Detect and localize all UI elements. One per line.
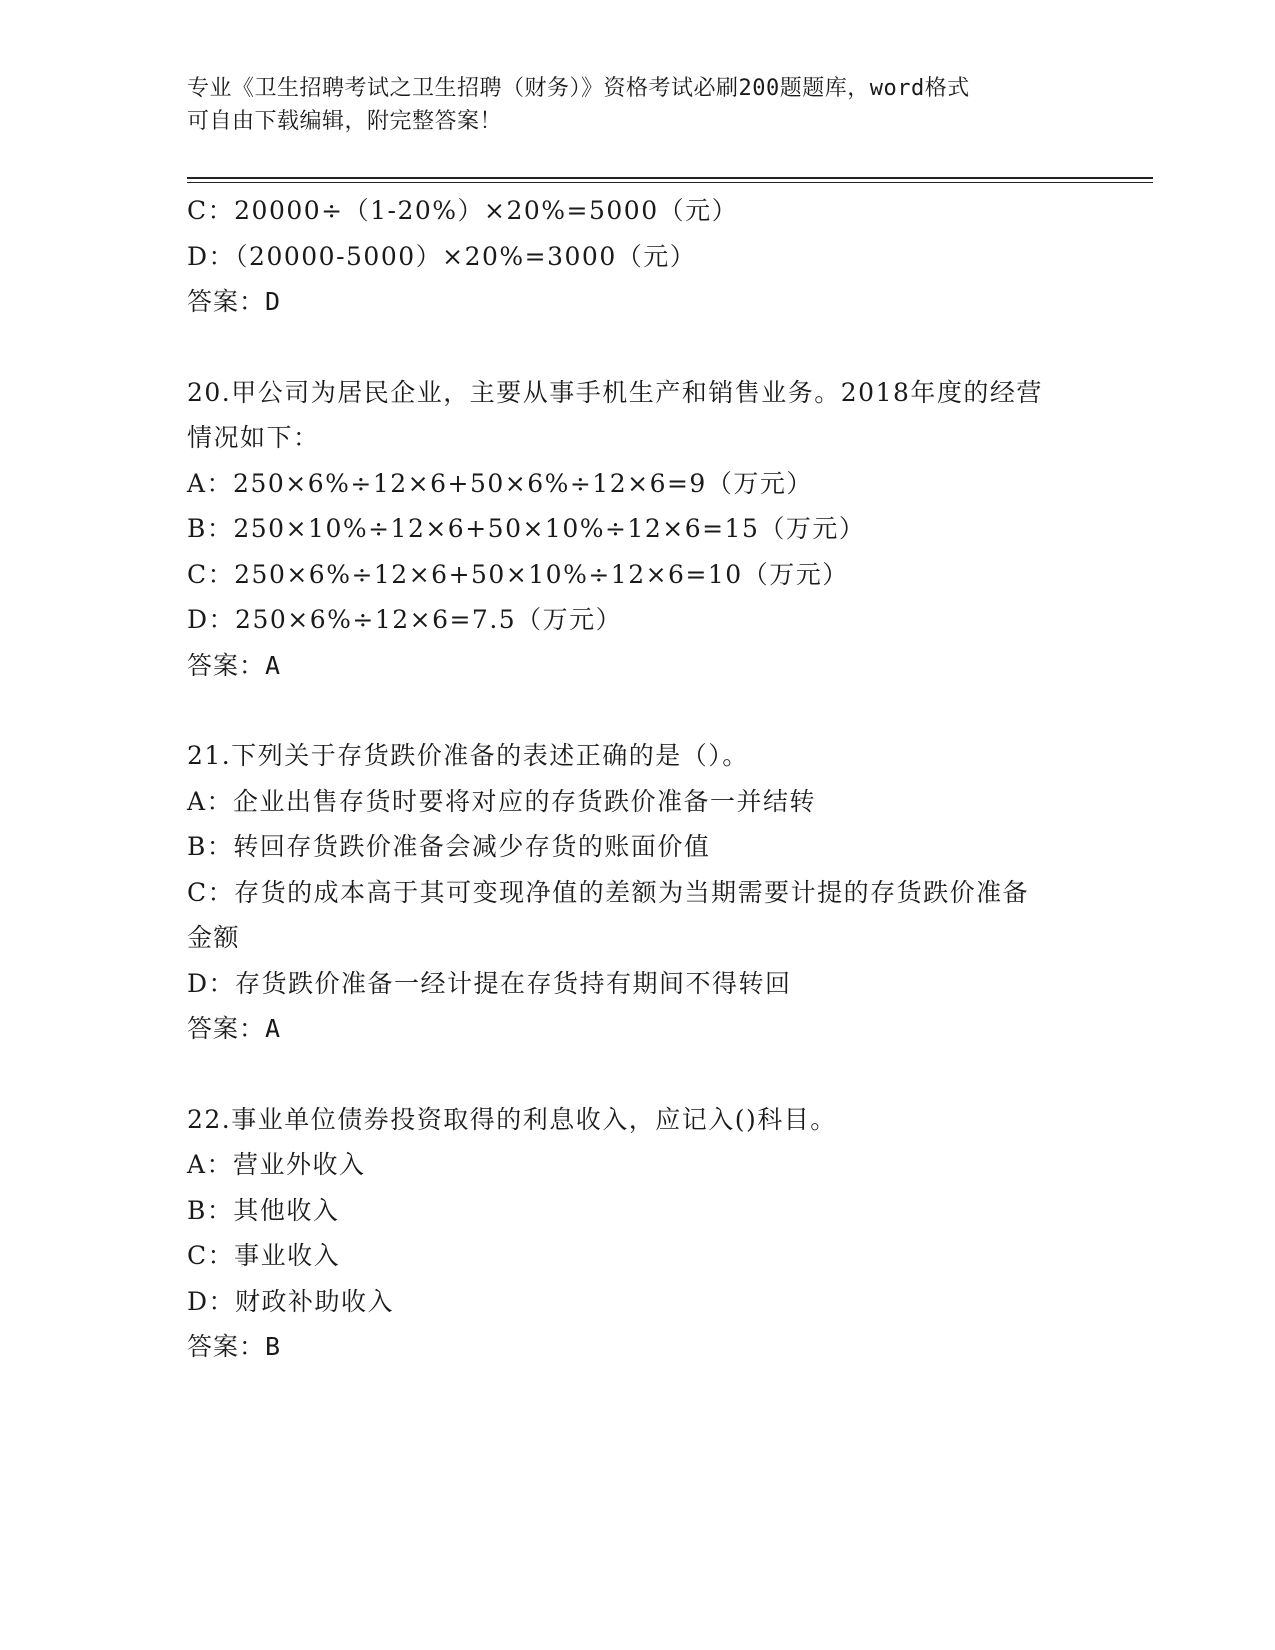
option-c: C：存货的成本高于其可变现净值的差额为当期需要计提的存货跌价准备金额 bbox=[187, 877, 1030, 952]
answer-line: 答案：D bbox=[187, 287, 282, 316]
option-a: A：企业出售存货时要将对应的存货跌价准备一并结转 bbox=[187, 786, 817, 816]
answer-line: 答案：A bbox=[187, 1014, 282, 1043]
previous-question-tail bbox=[187, 188, 1087, 325]
option-d: D：（20000-5000）×20%=3000（元） bbox=[187, 241, 697, 271]
spacer bbox=[187, 688, 1087, 733]
header-divider-thick bbox=[187, 177, 1153, 179]
option-b: B：转回存货跌价准备会减少存货的账面价值 bbox=[187, 832, 711, 861]
question-stem: 20.甲公司为居民企业，主要从事手机生产和销售业务。2018年度的经营情况如下： bbox=[187, 377, 1043, 452]
option-c: C：250×6%÷12×6+50×10%÷12×6=10（万元） bbox=[187, 559, 849, 589]
option-c: C：事业收入 bbox=[187, 1241, 341, 1270]
answer-line: 答案：B bbox=[187, 1332, 282, 1361]
option-c: C：20000÷（1-20%）×20%=5000（元） bbox=[187, 196, 739, 225]
question-20 bbox=[187, 370, 1087, 689]
header-line-2: 可自由下载编辑，附完整答案！ bbox=[187, 109, 503, 134]
option-b: B：其他收入 bbox=[187, 1195, 340, 1225]
option-d: D：存货跌价准备一经计提在存货持有期间不得转回 bbox=[187, 968, 792, 998]
option-a: A：250×6%÷12×6+50×6%÷12×6=9（万元） bbox=[187, 468, 813, 498]
spacer bbox=[187, 1052, 1087, 1097]
answer-line: 答案：A bbox=[187, 650, 282, 680]
option-a: A：营业外收入 bbox=[187, 1150, 366, 1179]
spacer bbox=[187, 325, 1087, 370]
document-header bbox=[187, 72, 1067, 138]
document-body bbox=[187, 188, 1087, 1370]
question-21 bbox=[187, 733, 1087, 1052]
option-b: B：250×10%÷12×6+50×10%÷12×6=15（万元） bbox=[187, 514, 866, 543]
question-22 bbox=[187, 1097, 1087, 1370]
question-stem: 22.事业单位债券投资取得的利息收入，应记入()科目。 bbox=[187, 1104, 837, 1134]
option-d: D：财政补助收入 bbox=[187, 1286, 395, 1316]
header-divider-thin bbox=[187, 182, 1153, 183]
header-line-1: 专业《卫生招聘考试之卫生招聘（财务）》资格考试必刷200题题库，word格式 bbox=[187, 76, 970, 101]
option-d: D：250×6%÷12×6=7.5（万元） bbox=[187, 605, 623, 634]
question-stem: 21.下列关于存货跌价准备的表述正确的是（）。 bbox=[187, 741, 749, 770]
